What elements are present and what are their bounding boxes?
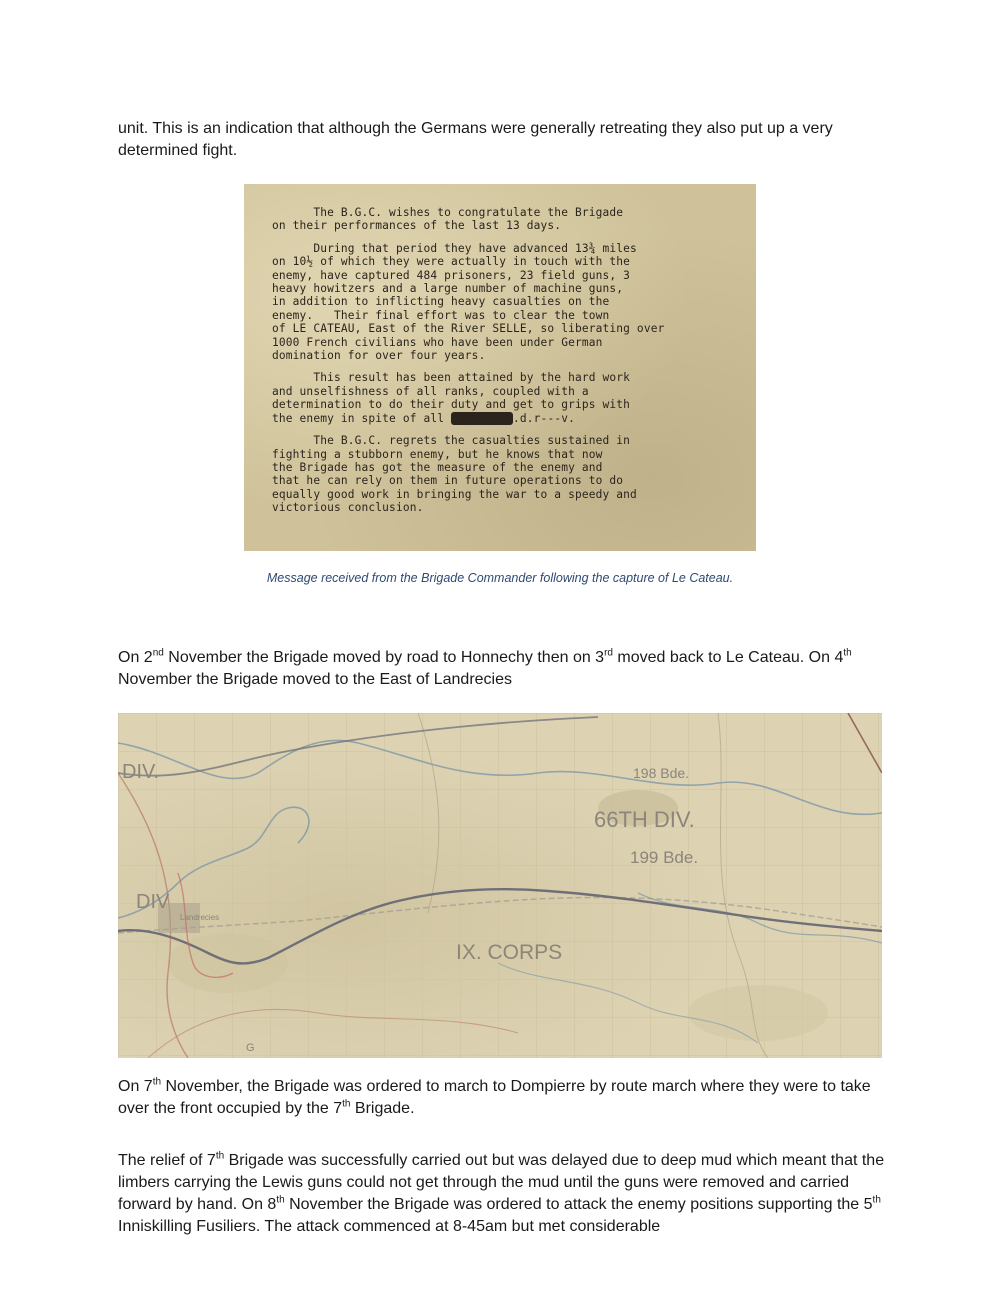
- letter-paragraph-2: During that period they have advanced 13¾ miles on 10½ of which they were actually in touch with the enemy, have captured 484 prisoners, 23 field guns, 3 heavy howitzers and a large number of machine guns, in addition to inflicting heavy casualties on the enemy. Their final effort was to clear the town of LE CATEAU, East of the River SELLE, so liberating over 1000 French civilians who have been under German domination for over four years.: [272, 241, 665, 363]
- letter-paragraph-1: The B.G.C. wishes to congratulate the Brigade on their performances of the last 13 days.: [272, 206, 624, 233]
- p2-text-4: November the Brigade moved to the East of Landrecies: [118, 671, 512, 688]
- figure-caption: Message received from the Brigade Commander following the capture of Le Cateau.: [266, 571, 734, 585]
- paragraph-november-moves: [118, 647, 888, 691]
- handwritten-note: .d.r---v.: [513, 411, 575, 425]
- p4-sup-3: th: [872, 1194, 881, 1206]
- map-label-198-bde: 198 Bde.: [633, 765, 690, 781]
- map-label-landrecies: Landrecies: [180, 913, 220, 922]
- p4-sup-1: th: [215, 1150, 225, 1162]
- p4-text-1: The relief of 7: [118, 1152, 216, 1169]
- p2-sup-1: nd: [152, 647, 164, 659]
- paragraph-intro: unit. This is an indication that although the Germans were generally retreating they also put up a very determined fight.: [118, 120, 833, 159]
- brigade-message-image: [244, 184, 756, 551]
- map-label-199-bde: 199 Bde.: [630, 848, 699, 867]
- struck-word: [451, 412, 513, 425]
- p4-sup-2: th: [276, 1194, 285, 1206]
- p3-text-2: November, the Brigade was ordered to march to Dompierre by route march where they were to take over the front occupied by the 7: [118, 1078, 871, 1117]
- trench-map-image: [118, 713, 882, 1058]
- letter-paragraph-3-text: This result has been attained by the hard work and unselfishness of all ranks, coupled with a determination to do their duty and get to grips with the enemy in spite of all: [272, 371, 631, 425]
- p4-text-4: Inniskilling Fusiliers. The attack commenced at 8-45am but met considerable: [118, 1218, 661, 1235]
- map-label-grid-g: G: [246, 1042, 255, 1054]
- p3-text-1: On 7: [118, 1078, 153, 1095]
- p2-text-1: On 2: [118, 649, 153, 666]
- letter-paragraph-3: [272, 371, 742, 425]
- map-label-ix-corps: IX. CORPS: [456, 941, 563, 964]
- map-label-div-left: DIV: [136, 891, 170, 913]
- map-label-66th-div: 66TH DIV.: [594, 807, 695, 832]
- map-drawing: [118, 713, 882, 1058]
- p2-text-3: moved back to Le Cateau. On 4: [612, 649, 844, 666]
- map-label-div-top: DIV.: [122, 761, 160, 783]
- p3-text-3: Brigade.: [350, 1100, 415, 1117]
- p3-sup-2: th: [342, 1098, 351, 1110]
- paragraph-relief: [118, 1150, 888, 1238]
- p4-text-3: November the Brigade was ordered to attack the enemy positions supporting the 5: [284, 1196, 873, 1213]
- p2-sup-2: rd: [604, 647, 613, 659]
- p4-text-2: Brigade was successfully carried out but was delayed due to deep mud which meant that the limbers carrying the Lewis guns could not get through the mud until the guns were removed and carried forward by hand. On 8: [118, 1152, 885, 1213]
- paragraph-november-7: [118, 1076, 888, 1120]
- p2-sup-3: th: [843, 647, 852, 659]
- letter-paragraph-4: The B.G.C. regrets the casualties sustained in fighting a stubborn enemy, but he knows that now the Brigade has got the measure of the enemy and that he can rely on them in future operations to do equally good work in bringing the war to a speedy and victorious conclusion.: [272, 434, 637, 515]
- p3-sup-1: th: [152, 1076, 162, 1088]
- p2-text-2: November the Brigade moved by road to Honnechy then on 3: [163, 649, 605, 666]
